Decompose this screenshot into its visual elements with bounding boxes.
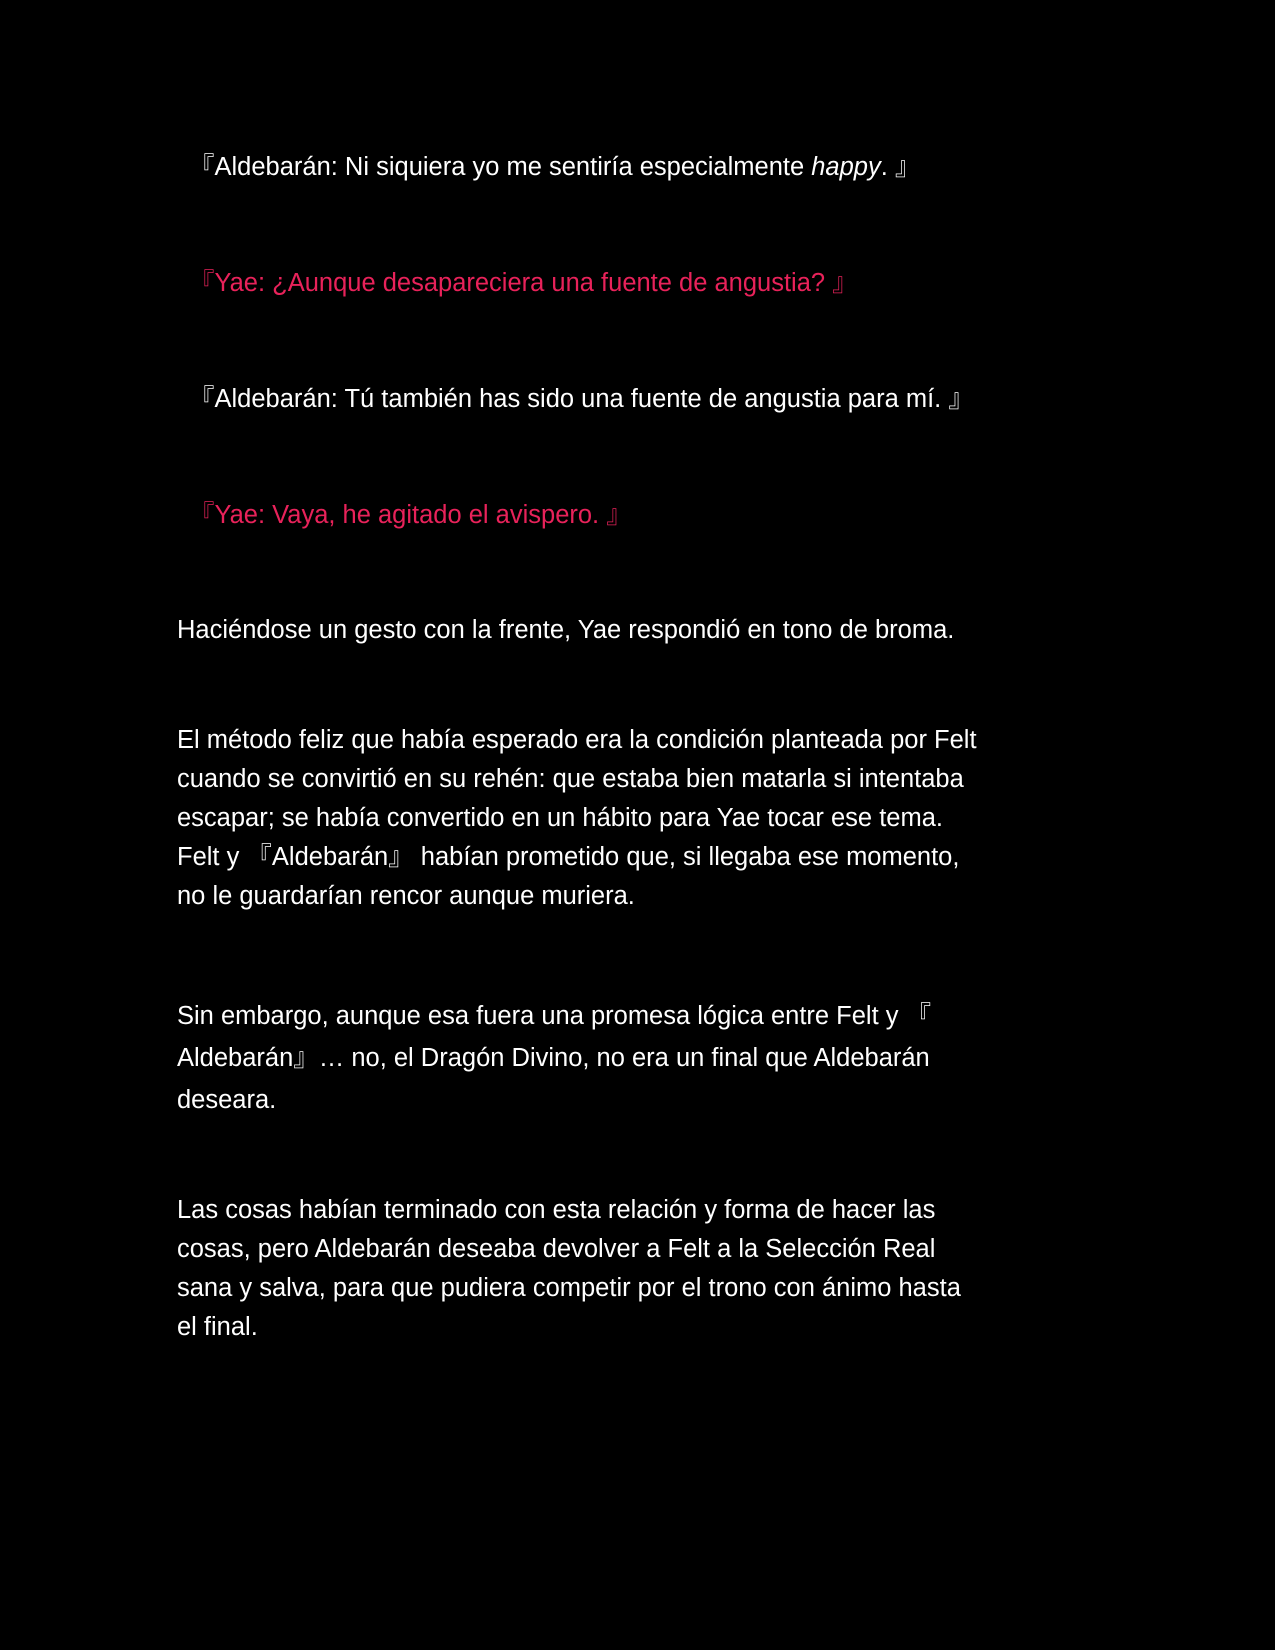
dialogue-end: . 』	[880, 153, 921, 181]
narration-line: El método feliz que había esperado era la condición planteada por Felt	[177, 726, 977, 754]
narration-line: Felt y 『Aldebarán』 habían prometido que, si llegaba ese momento,	[177, 843, 960, 871]
narration-line: sana y salva, para que pudiera competir por el trono con ánimo hasta	[177, 1274, 961, 1302]
dialogue-aldebaran-2: 『Aldebarán: Tú también has sido una fuente de angustia para mí. 』	[189, 385, 974, 413]
narration-paragraph-3	[177, 995, 1107, 1121]
dialogue-yae-1: 『Yae: ¿Aunque desapareciera una fuente de angustia? 』	[189, 269, 858, 297]
narration-paragraph-2	[177, 721, 1107, 916]
narration-line: no le guardarían rencor aunque muriera.	[177, 882, 635, 910]
emphasis-word: happy	[811, 153, 881, 181]
narration-line: Sin embargo, aunque esa fuera una promesa lógica entre Felt y 『	[177, 1002, 932, 1030]
dialogue-text: 『Aldebarán: Ni siquiera yo me sentiría especialmente	[189, 153, 812, 181]
narration-line: Las cosas habían terminado con esta relación y forma de hacer las	[177, 1196, 936, 1224]
narration-paragraph-4	[177, 1191, 1107, 1347]
narration-line: escapar; se había convertido en un hábito para Yae tocar ese tema.	[177, 804, 943, 832]
narration-line: cuando se convirtió en su rehén: que estaba bien matarla si intentaba	[177, 765, 964, 793]
narration-line: Aldebarán』… no, el Dragón Divino, no era un final que Aldebarán	[177, 1044, 930, 1072]
narration-line: deseara.	[177, 1086, 277, 1114]
dialogue-yae-2: 『Yae: Vaya, he agitado el avispero. 』	[189, 501, 632, 529]
narration-paragraph-1	[177, 611, 1107, 650]
narration-line: el final.	[177, 1313, 258, 1341]
narration-line: Haciéndose un gesto con la frente, Yae respondió en tono de broma.	[177, 616, 955, 644]
narration-line: cosas, pero Aldebarán deseaba devolver a Felt a la Selección Real	[177, 1235, 936, 1263]
dialogue-aldebaran-1	[189, 152, 920, 182]
